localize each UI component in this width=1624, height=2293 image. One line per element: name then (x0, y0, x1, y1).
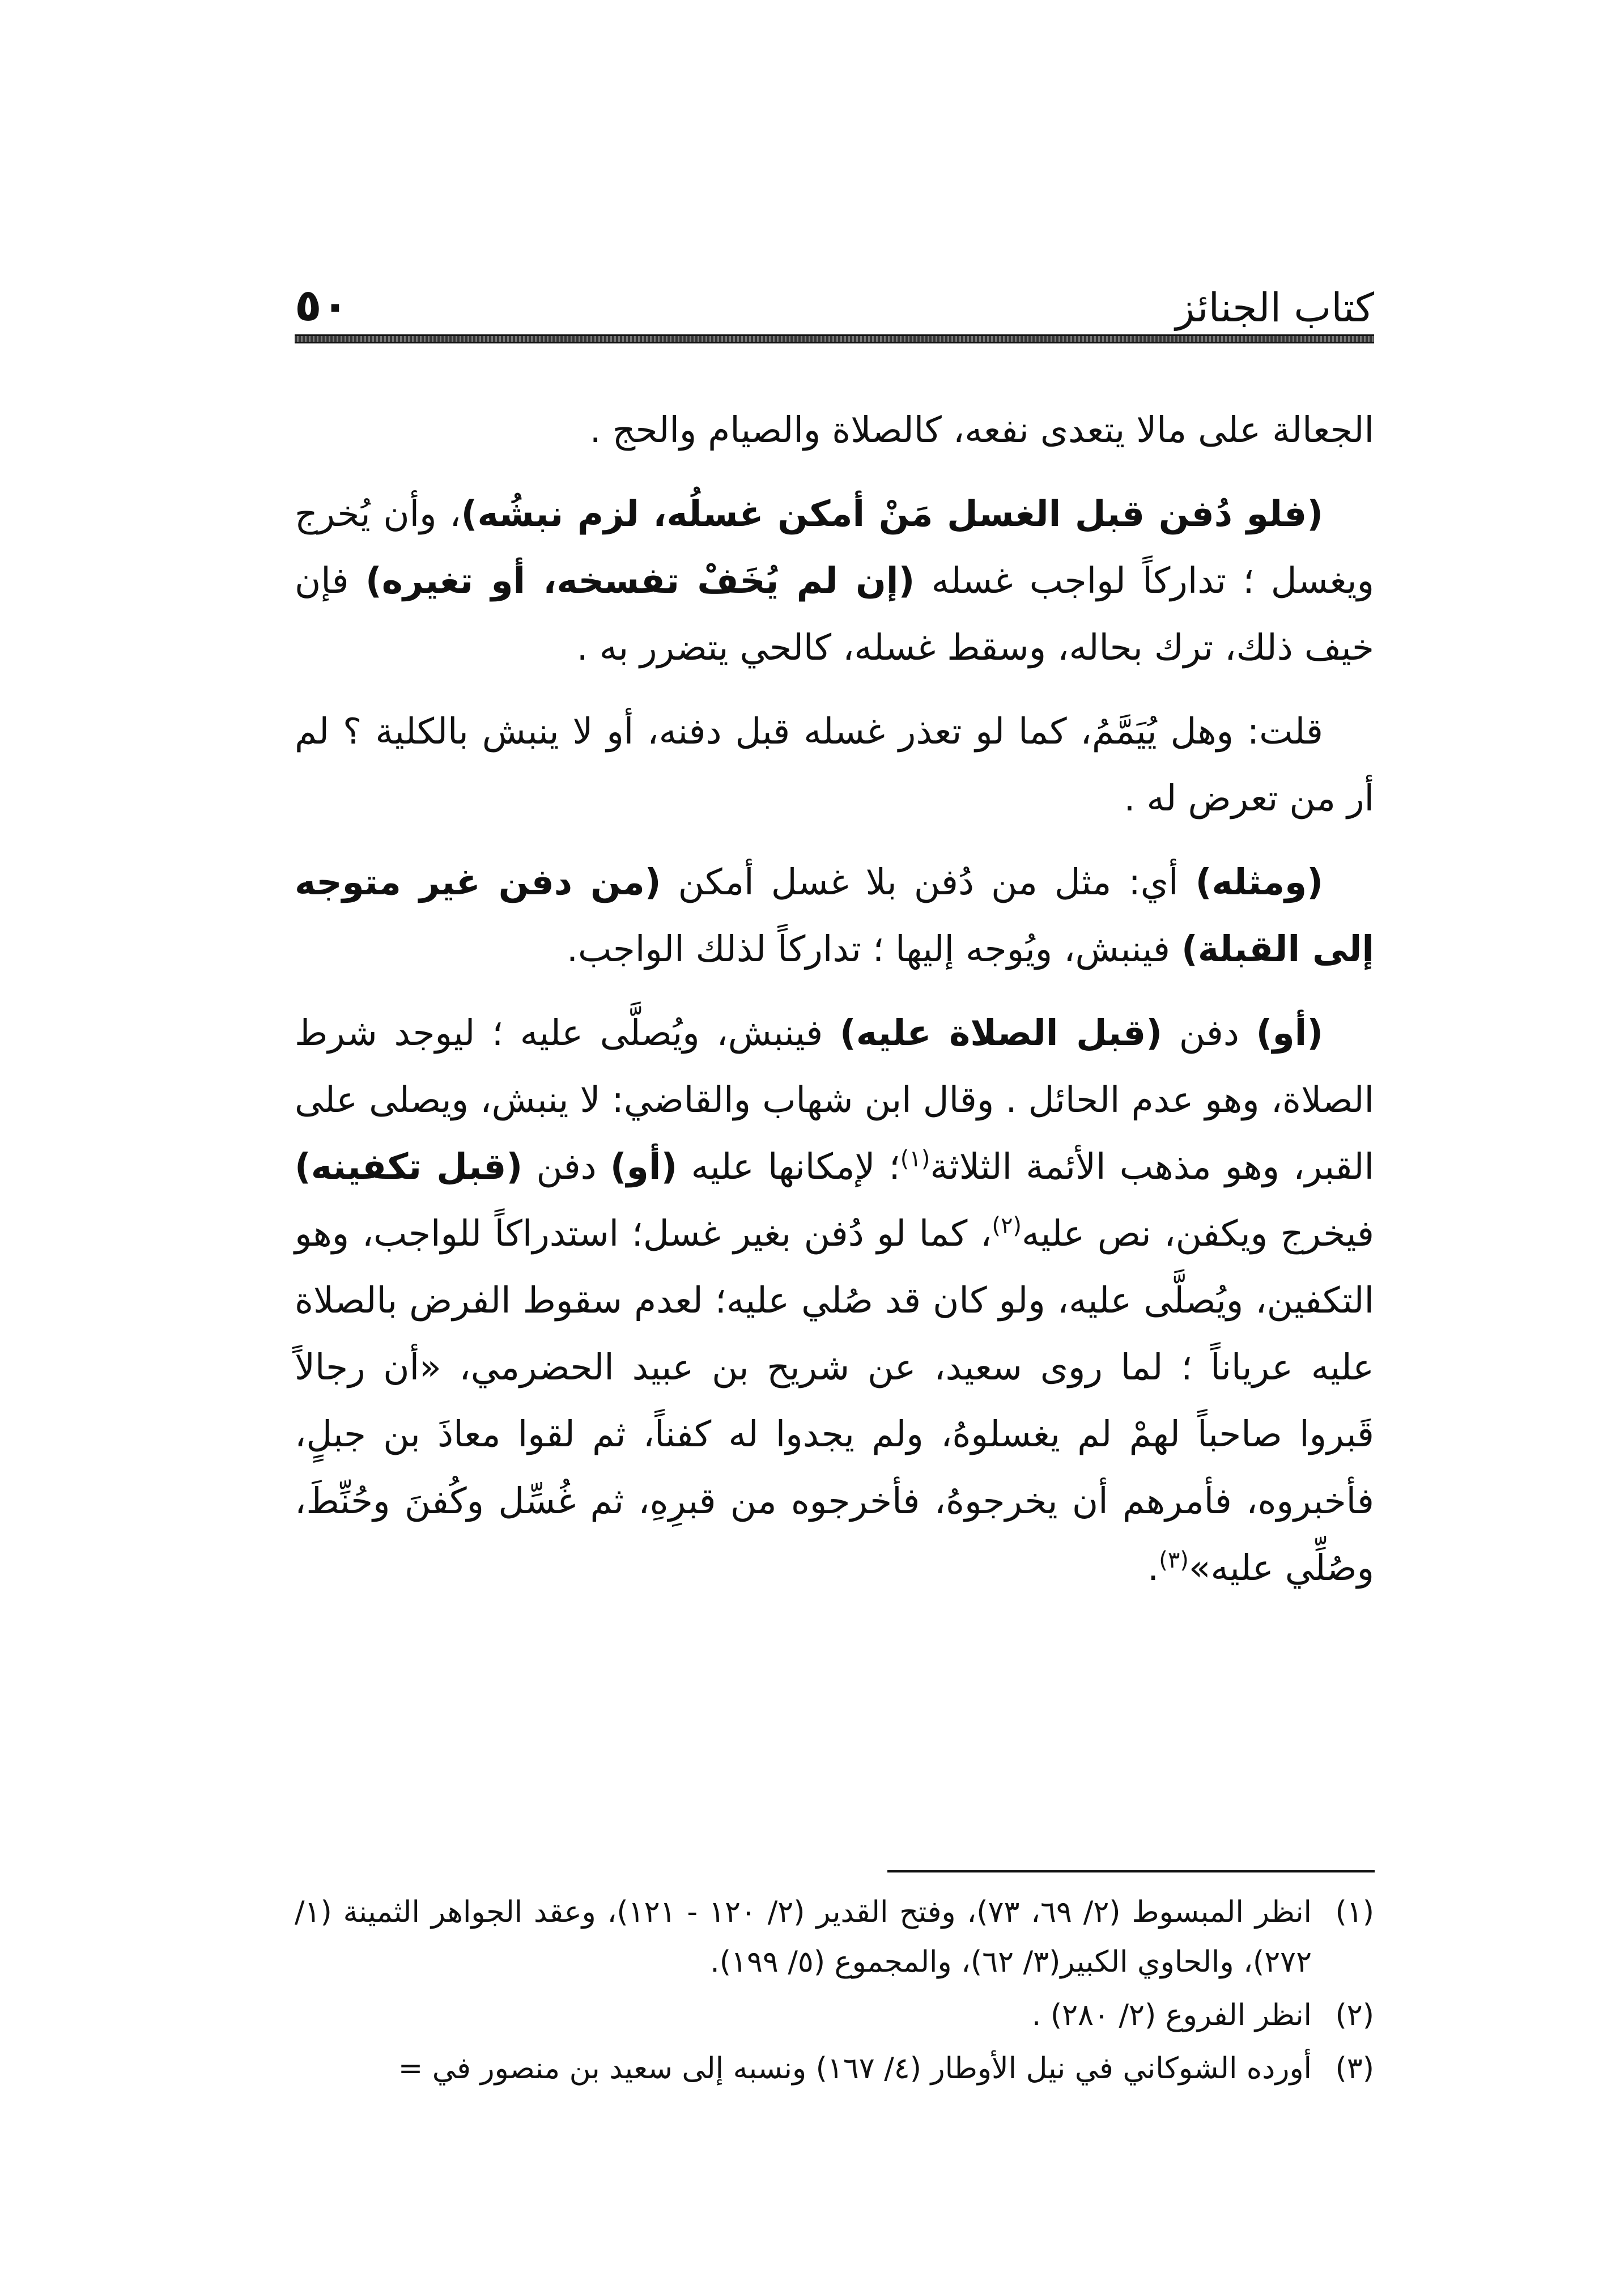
matn-phrase: (قبل تكفينه) (295, 1146, 523, 1187)
paragraph-1: الجعالة على مالا يتعدى نفعه، كالصلاة والصيام والحج . (589, 409, 1374, 451)
footnote-ref-3[interactable]: (٣) (1159, 1547, 1189, 1573)
footnote-ref-2[interactable]: (٢) (992, 1213, 1022, 1239)
sharh-text: فإن خيف ذلك، ترك بحاله، وسقط غسله، كالحي يتضرر به . (295, 560, 1374, 668)
matn-phrase: (فلو دُفن قبل الغسل مَنْ أمكن غسلُه، لزم نبشُه) (461, 493, 1323, 534)
sharh-text: دفن (522, 1146, 610, 1187)
footnote-1 (295, 1887, 1374, 1987)
matn-phrase: (قبل الصلاة عليه) (839, 1012, 1163, 1054)
matn-phrase: (ومثله) (1195, 861, 1324, 903)
header-rule (295, 334, 1374, 343)
footnote-separator (887, 1870, 1375, 1872)
matn-phrase: (أو) (610, 1146, 678, 1187)
matn-phrase: (من دفن غير متوجه إلى القبلة) (295, 861, 1374, 970)
footnote-number: (٣) (1335, 2052, 1374, 2086)
footnote-number: (٢) (1335, 1998, 1374, 2032)
page-number: ٥٠ (295, 280, 349, 331)
sharh-text: فيخرج ويكفن، نص عليه (1022, 1213, 1374, 1254)
sharh-text: ، كما لو دُفن بغير غسل؛ استدراكاً للواجب، وهو التكفين، ويُصلَّى عليه، ولو كان قد صُلي عليه؛ لعدم سقوط الفرض بالصلاة عليه عرياناً ؛ لما روى سعيد، عن شريح بن عبيد الحضرمي، «أن رجالاً قَبروا صاحباً لهمْ لم يغسلوهُ، ولم يجدوا له كفناً، ثم لقوا معاذَ بن جبلٍ، فأخبروه، فأمرهم أن يخرجوهُ، فأخرجوه من قبرِهِ، ثم غُسِّل وكُفنَ وحُنِّطَ، وصُلِّي عليه» (295, 1213, 1374, 1589)
matn-phrase: (أو) (1256, 1012, 1323, 1054)
footnote-3 (295, 2044, 1374, 2094)
footnote-text: أورده الشوكاني في نيل الأوطار (٤/ ١٦٧) ونسبه إلى سعيد بن منصور في = (398, 2052, 1312, 2086)
paragraph-2 (295, 481, 1374, 681)
main-text (295, 397, 1374, 1619)
sharh-text: فينبش، ويُوجه إليها ؛ تداركاً لذلك الواجب. (567, 928, 1182, 970)
matn-phrase: (إن لم يُخَفْ تفسخه، أو تغيره) (365, 560, 915, 601)
paragraph-3: قلت: وهل يُيَمَّمُ، كما لو تعذر غسله قبل دفنه، أو لا ينبش بالكلية ؟ لم أر من تعرض له . (295, 711, 1374, 819)
footnote-ref-1[interactable]: (١) (900, 1146, 930, 1172)
sharh-text: ؛ لإمكانها عليه (677, 1146, 900, 1187)
footnotes (295, 1887, 1374, 2097)
running-title: كتاب الجنائز (1175, 284, 1374, 331)
page-header (295, 266, 1374, 334)
sharh-text: . (1147, 1547, 1159, 1589)
sharh-text: فينبش، ويُصلَّى عليه ؛ ليوجد شرط الصلاة، وهو عدم الحائل . وقال ابن شهاب والقاضي: لا ينبش، ويصلى على القبر، وهو مذهب الأئمة الثلاثة (295, 1012, 1374, 1187)
footnote-number: (١) (1335, 1895, 1374, 1929)
paragraph-4 (295, 849, 1374, 983)
sharh-text: أي: مثل من دُفن بلا غسل أمكن (661, 861, 1196, 903)
footnote-text: انظر المبسوط (٢/ ٦٩، ٧٣)، وفتح القدير (٢/ ١٢٠ - ١٢١)، وعقد الجواهر الثمينة (١/ ٢٧٢)، والحاوي الكبير(٣/ ٦٢)، والمجموع (٥/ ١٩٩). (295, 1895, 1312, 1979)
sharh-text: ، وأن يُخرج ويغسل ؛ تداركاً لواجب غسله (295, 493, 1375, 601)
sharh-text: دفن (1162, 1012, 1256, 1054)
footnote-2 (295, 1990, 1374, 2040)
footnote-text: انظر الفروع (٢/ ٢٨٠) . (1031, 1998, 1312, 2032)
paragraph-5 (295, 1000, 1374, 1602)
